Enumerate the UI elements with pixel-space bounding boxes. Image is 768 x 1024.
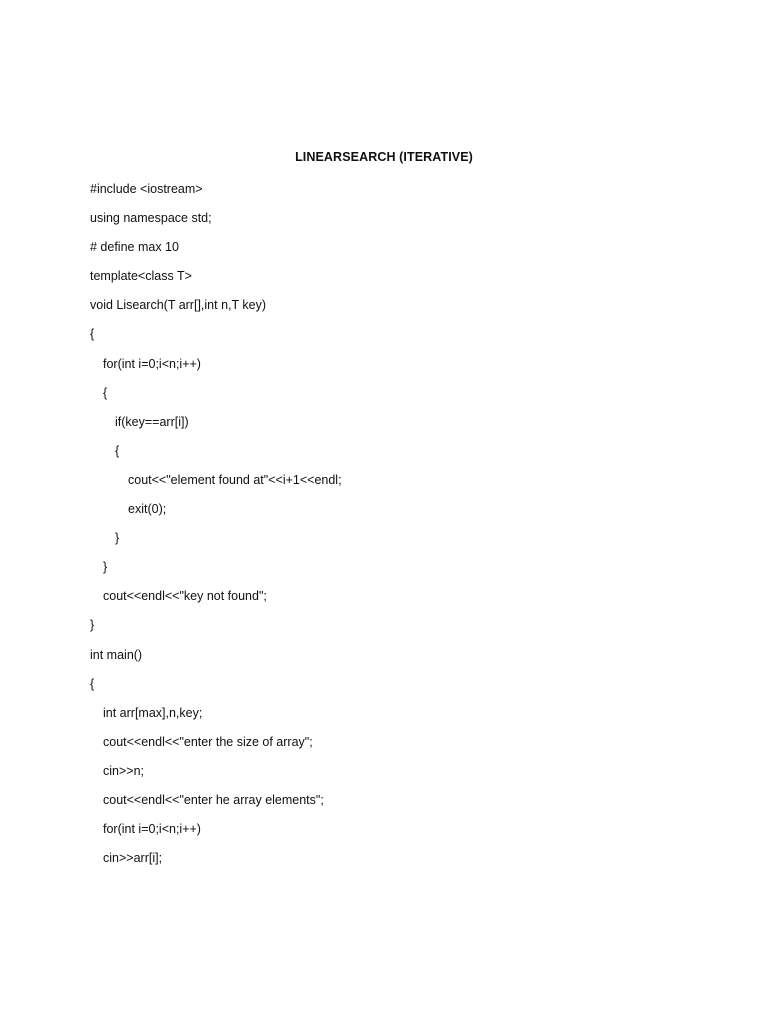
code-line: cout<<endl<<"key not found"; [103,589,267,604]
code-line: int arr[max],n,key; [103,705,203,720]
code-line: } [115,531,120,546]
code-line: # define max 10 [90,240,179,255]
code-line: #include <iostream> [90,182,203,196]
code-line: template<class T> [90,269,192,284]
code-line: { [90,676,95,691]
code-line: } [90,618,95,633]
document-title: LINEARSEARCH (ITERATIVE) [295,150,473,164]
code-line: cout<<endl<<"enter the size of array"; [103,734,313,749]
code-line: { [103,385,108,400]
code-line: using namespace std; [90,211,212,226]
code-line: for(int i=0;i<n;i++) [103,822,201,837]
code-line: cin>>arr[i]; [103,851,163,866]
code-line: void Lisearch(T arr[],int n,T key) [90,298,266,313]
code-line: } [103,560,108,575]
code-line: cout<<endl<<"enter he array elements"; [103,792,324,807]
code-line: exit(0); [128,502,167,517]
code-line: for(int i=0;i<n;i++) [103,356,201,371]
code-line: cout<<"element found at"<<i+1<<endl; [128,472,342,487]
code-line: int main() [90,647,143,662]
code-line: if(key==arr[i]) [115,414,189,429]
code-line: { [115,443,120,458]
code-listing [90,179,342,877]
code-line: cin>>n; [103,763,145,778]
code-line: { [90,327,95,342]
